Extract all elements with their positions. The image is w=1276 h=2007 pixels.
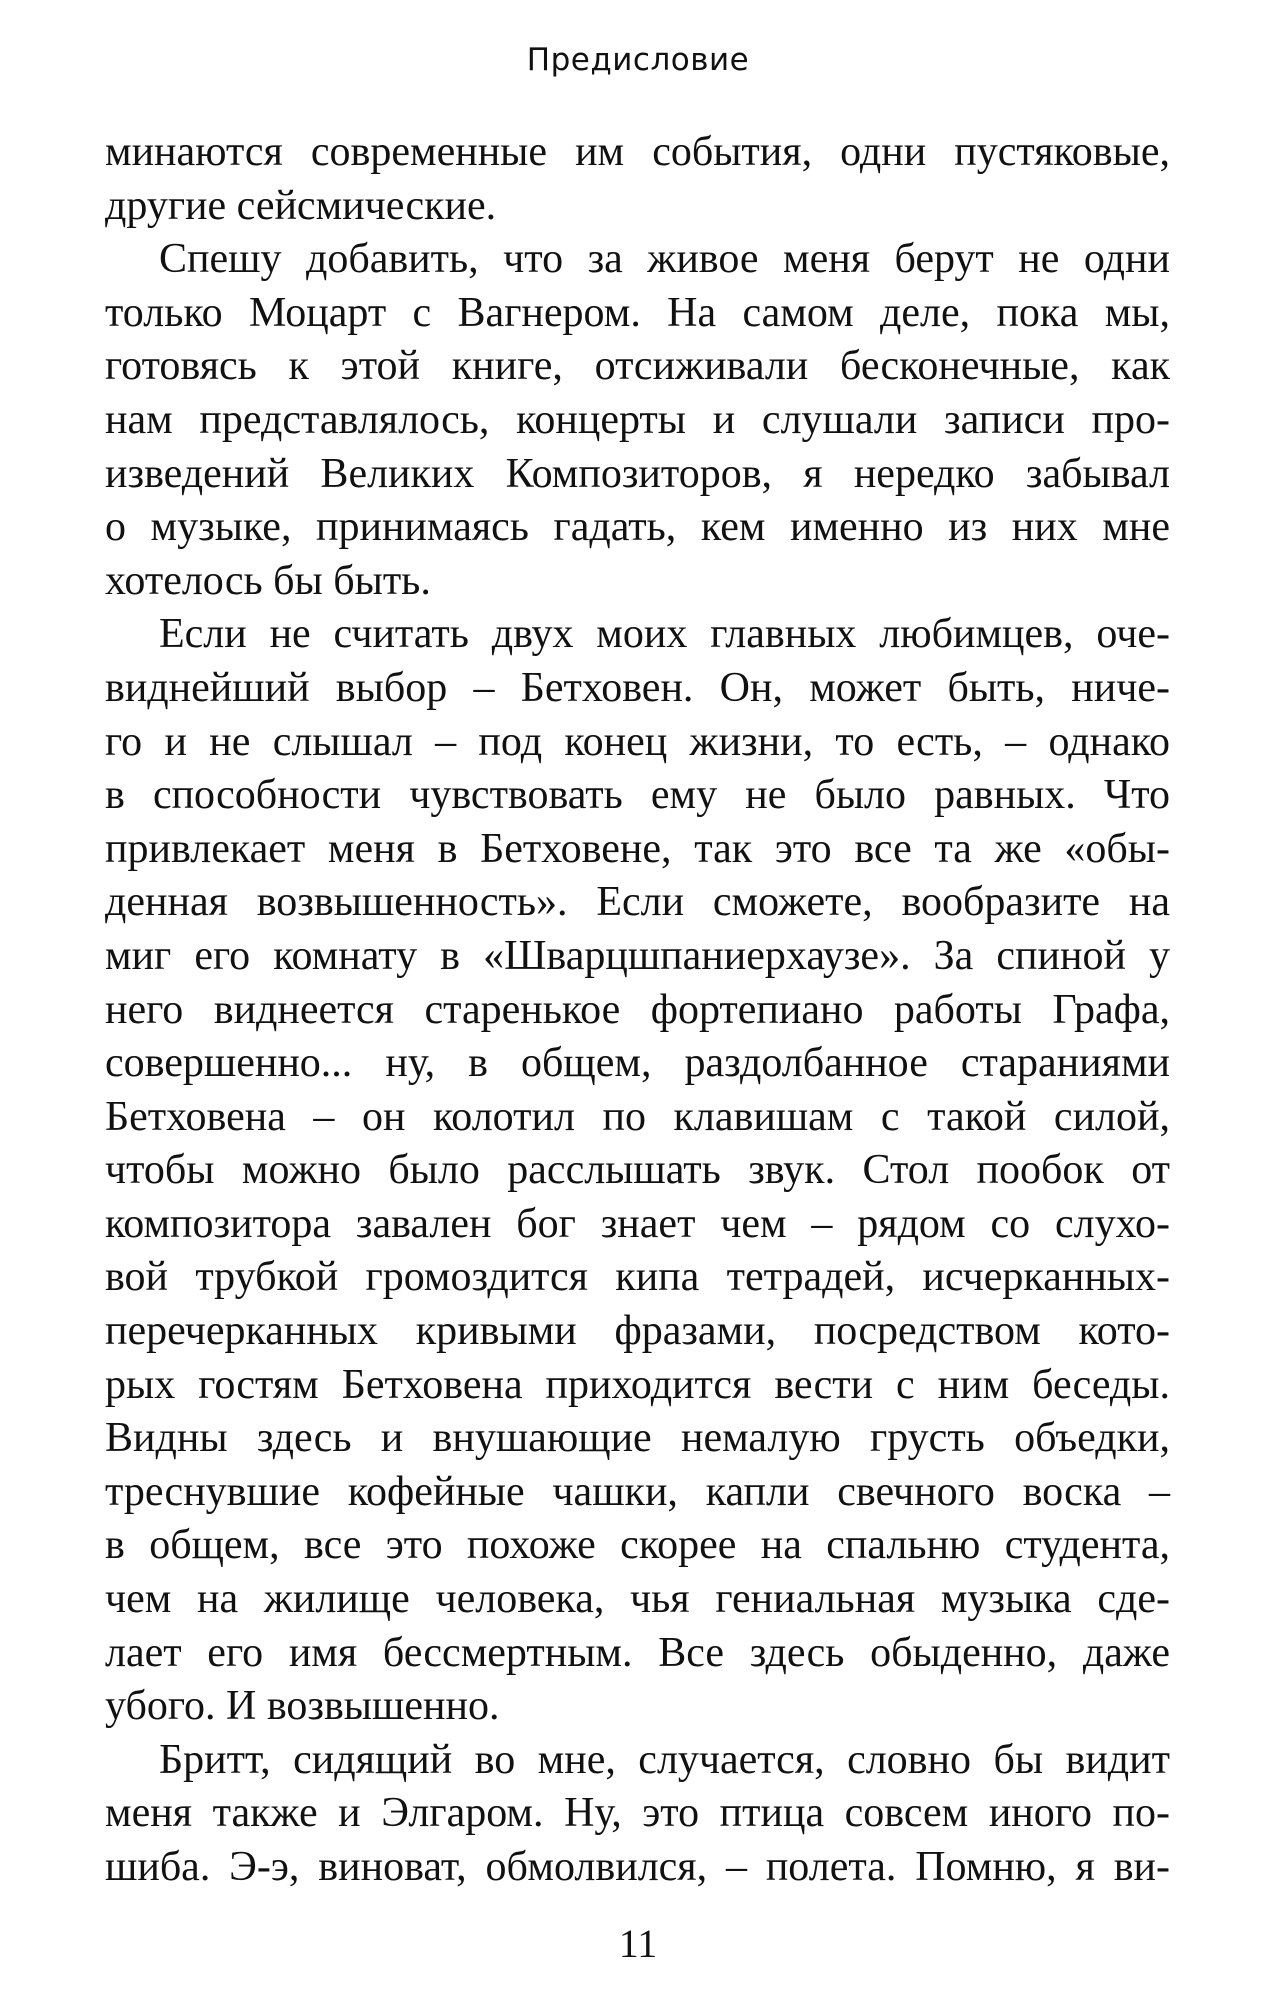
text-line: перечерканных кривыми фразами, посредством кото- — [105, 1308, 1170, 1355]
page-number: 11 — [618, 1921, 658, 1966]
text-line: го и не слышал – под конец жизни, то есть, – однако — [105, 718, 1170, 765]
text-line: убого. И возвышенно. — [105, 1683, 500, 1730]
text-line: вой трубкой громоздится кипа тетрадей, исчерканных- — [105, 1254, 1170, 1301]
text-line: о музыке, принимаясь гадать, кем именно из них мне — [105, 504, 1170, 551]
text-line: денная возвышенность». Если сможете, вообразите на — [105, 879, 1170, 926]
text-line: Если не считать двух моих главных любимцев, оче- — [159, 611, 1170, 658]
text-line: готовясь к этой книге, отсиживали бесконечные, как — [105, 343, 1170, 390]
text-line: совершенно... ну, в общем, раздолбанное стараниями — [105, 1040, 1170, 1087]
running-head: Предисловие — [526, 42, 750, 78]
text-line: Бритт, сидящий во мне, случается, словно бы видит — [159, 1736, 1170, 1783]
text-line: него виднеется старенькое фортепиано работы Графа, — [105, 986, 1170, 1033]
text-line: нам представлялось, концерты и слушали записи про- — [105, 396, 1170, 443]
text-line: меня также и Элгаром. Ну, это птица совсем иного по- — [105, 1790, 1170, 1837]
text-line: Бетховена – он колотил по клавишам с такой силой, — [105, 1093, 1170, 1140]
text-line: хотелось бы быть. — [105, 557, 431, 604]
text-line: виднейший выбор – Бетховен. Он, может быть, ниче- — [105, 664, 1170, 711]
text-line: другие сейсмические. — [105, 182, 497, 229]
text-line: привлекает меня в Бетховене, так это все та же «обы- — [105, 825, 1170, 872]
text-line: в общем, все это похоже скорее на спальню студента, — [105, 1522, 1170, 1569]
text-line: Видны здесь и внушающие немалую грусть объедки, — [105, 1415, 1170, 1462]
text-line: Спешу добавить, что за живое меня берут не одни — [159, 236, 1170, 283]
text-line: треснувшие кофейные чашки, капли свечного воска – — [105, 1468, 1170, 1515]
text-line: рых гостям Бетховена приходится вести с ним беседы. — [105, 1361, 1170, 1408]
text-line: чтобы можно было расслышать звук. Стол пообок от — [105, 1147, 1170, 1194]
body-text — [105, 126, 1170, 1895]
text-line: композитора завален бог знает чем – рядом со слухо- — [105, 1200, 1170, 1247]
text-line: только Моцарт с Вагнером. На самом деле, пока мы, — [105, 289, 1170, 336]
text-line: в способности чувствовать ему не было равных. Что — [105, 772, 1170, 819]
text-line: чем на жилище человека, чья гениальная музыка сде- — [105, 1576, 1170, 1623]
text-line: изведений Великих Композиторов, я нередко забывал — [105, 450, 1170, 497]
text-line: миг его комнату в «Шварцшпаниерхаузе». За спиной у — [105, 932, 1170, 979]
text-line: лает его имя бессмертным. Все здесь обыденно, даже — [105, 1629, 1170, 1676]
text-line: шиба. Э-э, виноват, обмолвился, – полета. Помню, я ви- — [105, 1844, 1170, 1890]
text-line: минаются современные им события, одни пустяковые, — [105, 129, 1170, 175]
